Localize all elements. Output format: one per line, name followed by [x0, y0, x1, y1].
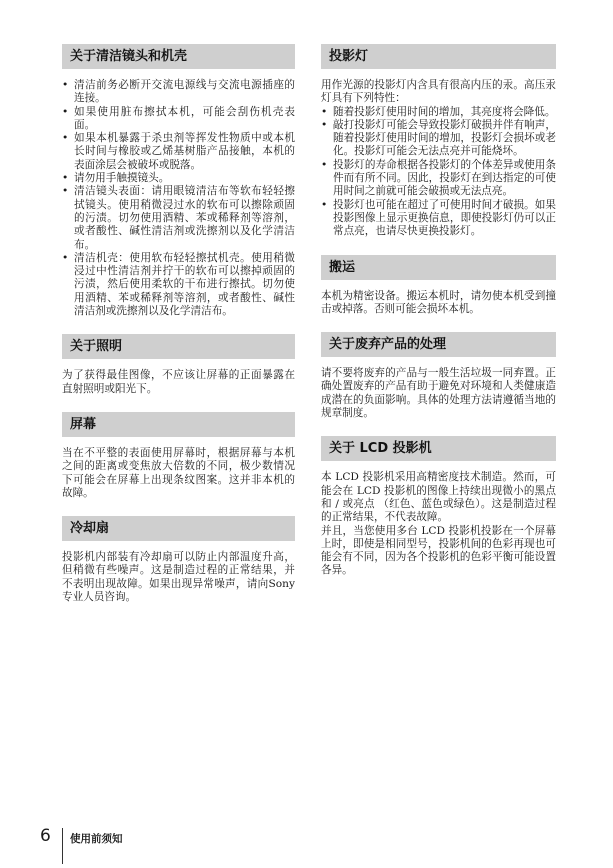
list-item: • 敲打投影灯可能会导致投影灯破损并伴有响声，随着投影灯使用时间的增加，投影灯会损坏或老化。投影灯可能会无法点亮并可能烧坏。	[321, 119, 556, 159]
body-text: 本机为精密设备。搬运本机时，请勿使本机受到撞击或掉落。否则可能会损坏本机。	[321, 289, 556, 315]
section-screen	[62, 412, 295, 500]
list-item: • 请勿用手触摸镜头。	[62, 172, 295, 185]
body-text: 本 LCD 投影机采用高精密度技术制造。然而，可能会在 LCD 投影机的图像上持续出现微小的黑点和 / 或亮点 （红色、蓝色或绿色）。这是制造过程的正常结果，不代表故障。	[321, 471, 556, 524]
page-number: 6	[40, 826, 51, 846]
footer-divider	[62, 828, 63, 864]
list-item: • 投影灯的寿命根据各投影灯的个体差异或使用条件而有所不同。因此，投影灯在到达指定的可使用时间之前就可能会破损或无法点亮。	[321, 159, 556, 199]
section-heading: 冷却扇	[62, 516, 295, 541]
section-heading: 投影灯	[321, 44, 556, 69]
list-item: • 如果使用脏布擦拭本机，可能会刮伤机壳表面。	[62, 106, 295, 133]
list-item: • 清洁前务必断开交流电源线与交流电源插座的连接。	[62, 79, 295, 106]
list-item: • 投影灯也可能在超过了可使用时间才破损。如果投影图像上显示更换信息，即使投影灯仍可以正常点亮，也请尽快更换投影灯。	[321, 199, 556, 239]
page-footer	[40, 826, 240, 854]
section-heading: 关于 LCD 投影机	[321, 436, 556, 461]
section-lcd	[321, 436, 556, 577]
section-fan	[62, 516, 295, 604]
list-item: • 如果本机暴露于杀虫剂等挥发性物质中或本机长时间与橡胶或乙烯基树脂产品接触，本机的表面涂层会被破坏或脱落。	[62, 132, 295, 172]
section-disposal	[321, 332, 556, 420]
body-text: 请不要将废弃的产品与一般生活垃圾一同弃置。正确处置废弃的产品有助于避免对环境和人类健康造成潜在的负面影响。具体的处理方法请遵循当地的规章制度。	[321, 367, 556, 420]
left-column	[62, 44, 295, 620]
section-lamp	[321, 44, 556, 239]
section-heading: 关于废弃产品的处理	[321, 332, 556, 357]
bullet-list	[62, 79, 295, 318]
body-text: 当在不平整的表面使用屏幕时，根据屏幕与本机之间的距离或变焦放大倍数的不同，极少数情况下可能会在屏幕上出现条纹图案。这并非本机的故障。	[62, 446, 295, 499]
body-text: 投影机内部装有冷却扇可以防止内部温度升高，但稍微有些噪声。这是制造过程的正常结果，并不表明出现故障。如果出现异常噪声，请向Sony专业人员咨询。	[62, 551, 295, 604]
section-lighting	[62, 334, 295, 396]
section-heading: 关于照明	[62, 334, 295, 359]
list-item: • 清洁机壳：使用软布轻轻擦拭机壳。使用稍微浸过中性清洁剂并拧干的软布可以擦掉顽固的污渍，然后使用柔软的干布进行擦拭。切勿使用酒精、苯或稀释剂等溶剂，或者酸性、碱性清洁剂或洗擦剂以及化学清洁布。	[62, 252, 295, 318]
section-heading: 搬运	[321, 255, 556, 280]
list-item: • 清洁镜头表面：请用眼镜清洁布等软布轻轻擦拭镜头。使用稍微浸过水的软布可以擦除顽固的污渍。切勿使用酒精、苯或稀释剂等溶剂，或者酸性、碱性清洁剂或洗擦剂以及化学清洁布。	[62, 185, 295, 251]
section-heading: 关于清洁镜头和机壳	[62, 44, 295, 69]
section-moving	[321, 255, 556, 317]
body-text: 用作光源的投影灯内含具有很高内压的汞。高压汞灯具有下列特性：	[321, 79, 556, 105]
list-item: • 随着投影灯使用时间的增加，其亮度将会降低。	[321, 106, 556, 119]
section-cleaning	[62, 44, 295, 318]
section-heading: 屏幕	[62, 412, 295, 437]
footer-label: 使用前须知	[70, 833, 123, 845]
body-text: 为了获得最佳图像，不应该让屏幕的正面暴露在直射照明或阳光下。	[62, 369, 295, 395]
right-column	[321, 44, 556, 594]
body-text: 并且，当您使用多台 LCD 投影机投影在一个屏幕上时，即使是相同型号，投影机间的色彩再现也可能会有不同，因为各个投影机的色彩平衡可能设置各异。	[321, 524, 556, 577]
bullet-list	[321, 106, 556, 239]
